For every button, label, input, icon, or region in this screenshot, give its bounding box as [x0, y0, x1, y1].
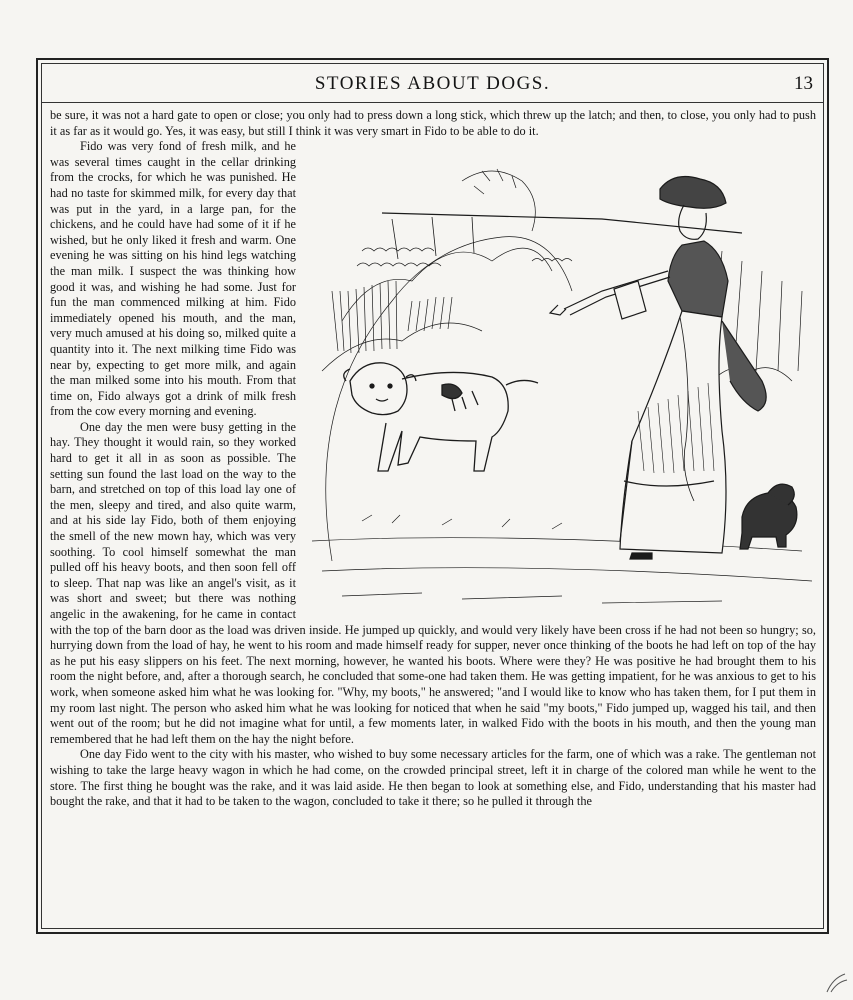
running-header [42, 64, 823, 103]
article-body [50, 108, 816, 810]
engraving-woman-with-bulldog-and-pug-icon [302, 141, 824, 619]
paragraph-2: Fido was very fond of fresh milk, and he was several times caught in the cellar drinking from the crocks, for which he was punished. He had no taste for skimmed milk, for every day that was put in the yard, in a large pan, for the chickens, and he could have had some of it if he wished, but he only liked it fresh and warm. One evening he was sitting on his hind legs watching the man milk. I suspect the was thinking how good it was, and wishing he had some. Just for fun the man commenced milking at him. Fido immediately opened his mouth, and the man, very much amused at his doing so, milked quite a quantity into it. The next milking time Fido was near by, expecting to get more milk, and again the man milked some into his mouth. From that time on, Fido always got a drink of milk fresh from the cow every morning and evening. [50, 139, 296, 419]
page-title: STORIES ABOUT DOGS. [314, 73, 551, 94]
paragraph-3: One day the men were busy getting in the hay. They thought it would rain, so they worked hard to get it all in as soon as possible. The setting sun found the last load on the way to the barn, and stretched on top of this load lay one of the men, sleepy and tired, and also quite warm, and at his side lay Fido, both of them enjoying the smell of the new mown hay, which was very soothing. To cool himself somewhat the man pulled off his heavy boots, and then soon fell off to sleep. That nap was like an angel's visit, as it was short and sweet; but there was nothing angelic in the awakening, for he came in contact with the top of the barn door as the load was driven inside. He jumped up quickly, and would very likely have been cross if he had not been so hungry; so, hurrying down from the load of hay, he went to his room and made himself ready for supper, never once thinking of the boots he had left on top of the hay as he put his easy slippers on his feet. The next morning, however, he wanted his boots. Where were they? He was positive he had brought them to his room the night before, and, after a thorough search, he concluded that some-one had taken them. He was getting impatient, for he was anxious to get to his work, when someone asked him what he was looking for. "Why, my boots," he answered; "and I would like to know who has taken them, for I put them in my room last night. The person who asked him what he was looking for noticed that when he said "my boots," Fido jumped up, wagged his tail, and then went out of the room; but he did not imagine what for until, a few moments later, in walked Fido with the boots in his mouth, and then the young man remembered that he had left them on the hay the night before. [50, 419, 816, 746]
paragraph-1: be sure, it was not a hard gate to open or close; you only had to press down a long stick, which threw up the latch; and then, to close, you only had to push it as far as it would go. Yes, it was easy, but still I think it was very smart in Fido to be able to do it. [50, 108, 816, 138]
paragraph-4: One day Fido went to the city with his master, who wished to buy some necessary articles for the farm, one of which was a rake. The gentleman not wishing to take the large heavy wagon in which he had come, on the crowded principal street, left it in charge of the colored man while he went to the store. The first thing he bought was the rake, and it was laid aside. He then began to look at something else, and Fido, understanding that his master had bought the rake, and that it had to be taken to the wagon, concluded to take it there; so he pulled it through the [50, 747, 816, 809]
page-curl-icon [825, 972, 849, 994]
page-border-inner [41, 63, 824, 929]
page-number: 13 [794, 73, 813, 94]
